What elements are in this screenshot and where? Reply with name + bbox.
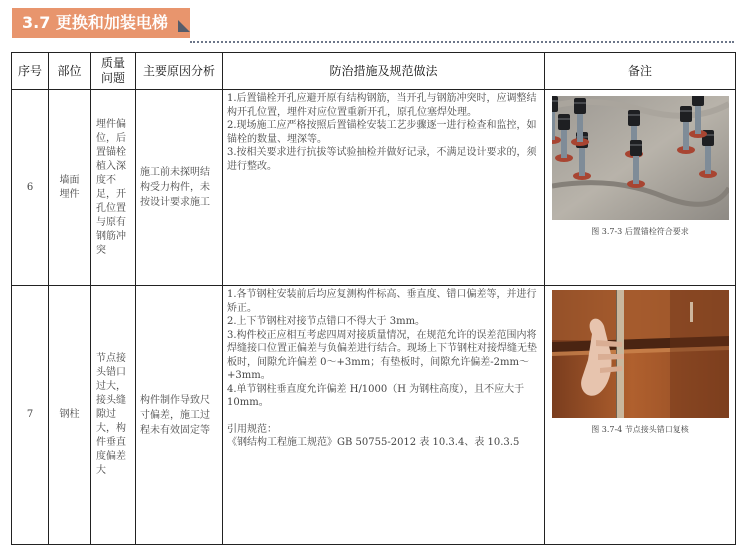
header-cause: 主要原因分析 (136, 53, 223, 90)
row-cause: 构件制作导致尺寸偏差，施工过程未有效固定等 (136, 286, 223, 545)
header-no: 序号 (12, 53, 49, 90)
row-cause: 施工前未探明结构受力构件，未按设计要求施工 (136, 90, 223, 286)
dotted-divider (190, 41, 734, 43)
row-no: 6 (12, 90, 49, 286)
row-part: 钢柱 (49, 286, 91, 545)
row-measures (223, 90, 545, 286)
header-problem: 质量问题 (91, 53, 136, 90)
reference-label: 引用规范： (227, 423, 277, 435)
header-measures: 防治措施及规范做法 (223, 53, 545, 90)
table-row (12, 90, 736, 286)
measure-item: 3.构件校正应相互考虑四周对接质量情况，在规范允许的误差范围内将焊缝接口位置正偏差与负偏差进行结合。现场上下节钢柱对接焊缝无垫板时，间隙允许偏差 0～+3mm；有垫板时，间隙允许偏差-2mm～+3mm。 (227, 329, 537, 381)
figure-caption: 图 3.7-3 后置锚栓符合要求 (591, 227, 689, 236)
row-no: 7 (12, 286, 49, 545)
measure-item: 3.按相关要求进行抗拔等试验抽检并做好记录，不满足设计要求的，须进行整改。 (227, 147, 537, 172)
anchor-bolt-photo (552, 96, 729, 220)
measure-item: 2.现场施工应严格按照后置锚栓安装工艺步骤逐一进行检查和监控，如锚栓的数量、埋深等。 (227, 120, 537, 145)
row-problem: 节点接头错口过大，接头缝隙过大，构件垂直度偏差大 (91, 286, 136, 545)
measure-item: 2.上下节钢柱对接节点错口不得大于 3mm。 (227, 316, 426, 327)
figure-caption: 图 3.7-4 节点接头错口复核 (591, 425, 689, 434)
banner-tail-decoration (178, 20, 190, 32)
row-problem: 埋件偏位，后置锚栓植入深度不足，开孔位置与原有钢筋冲突 (91, 90, 136, 286)
table-header-row (12, 53, 736, 90)
header-part: 部位 (49, 53, 91, 90)
measure-item: 1.各节钢柱安装前后均应复测构件标高、垂直度、错口偏差等，并进行矫正。 (227, 289, 537, 314)
measure-item: 4.单节钢柱垂直度允许偏差 H/1000（H 为钢柱高度），且不应大于 10mm。 (227, 383, 525, 408)
column-joint-photo (552, 290, 729, 418)
table-row (12, 286, 736, 545)
reference-text: 《钢结构工程施工规范》GB 50755-2012 表 10.3.4、表 10.3.5 (227, 437, 520, 448)
quality-issue-table (11, 52, 736, 545)
row-measures (223, 286, 545, 545)
section-title: 3.7 更换和加装电梯 (22, 13, 168, 32)
row-note (545, 90, 736, 286)
row-note (545, 286, 736, 545)
row-part: 墙面埋件 (49, 90, 91, 286)
measure-item: 1.后置锚栓开孔应避开原有结构钢筋，当开孔与钢筋冲突时，应调整结构开孔位置，埋件对应位置重新开孔，原孔位塞焊处理。 (227, 93, 537, 118)
header-note: 备注 (545, 53, 736, 90)
